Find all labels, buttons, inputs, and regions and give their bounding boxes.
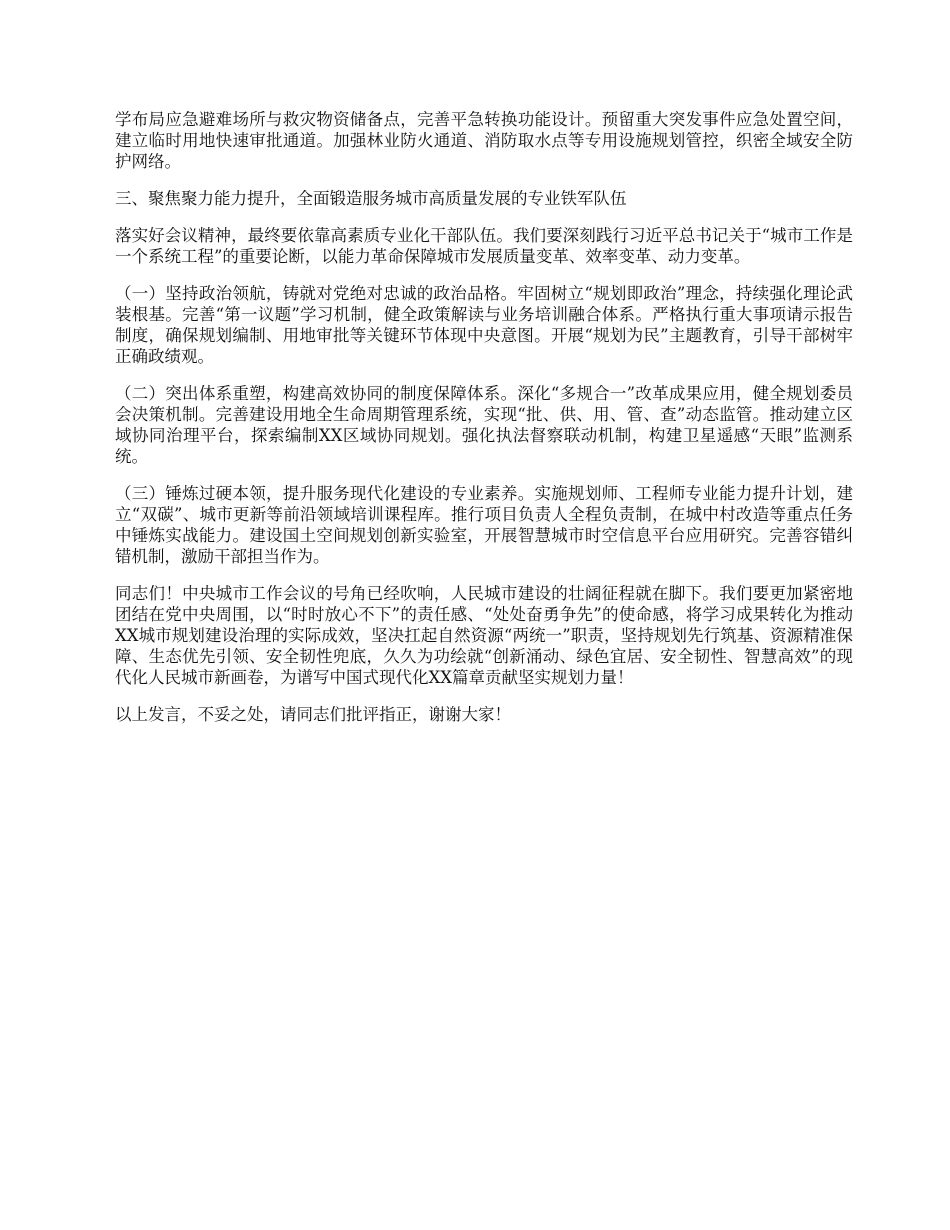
- paragraph-system-reshaping: （二）突出体系重塑，构建高效协同的制度保障体系。深化“多规合一”改革成果应用，健全规划委员会决策机制。完善建设用地全生命周期管理系统，实现“批、供、用、管、查”动态监管。推动建立区域协同治理平台，探索编制XX区域协同规划。强化执法督察联动机制，构建卫星遥感“天眼”监测系统。: [115, 384, 853, 466]
- paragraph-closing-remark: 以上发言，不妥之处，请同志们批评指正，谢谢大家！: [115, 705, 511, 724]
- document-page: [115, 109, 853, 741]
- paragraph-closing-call: 同志们！中央城市工作会议的号角已经吹响，人民城市建设的壮阔征程就在脚下。我们要更加紧密地团结在党中央周围，以“时时放心不下”的责任感、“处处奋勇争先”的使命感，将学习成果转化为推动XX城市规划建设治理的实际成效，坚决扛起自然资源“两统一”职责，坚持规划先行筑基、资源精准保障、生态优先引领、安全韧性兜底，久久为功绘就“创新涌动、绿色宜居、安全韧性、智慧高效”的现代化人民城市新画卷，为谱写中国式现代化XX篇章贡献坚实规划力量！: [115, 584, 853, 687]
- paragraph-emergency-shelters: 学布局应急避难场所与救灾物资储备点，完善平急转换功能设计。预留重大突发事件应急处置空间，建立临时用地快速审批通道。加强林业防火通道、消防取水点等专用设施规划管控，织密全域安全防护网络。: [115, 110, 853, 171]
- paragraph-professional-skills: （三）锤炼过硬本领，提升服务现代化建设的专业素养。实施规划师、工程师专业能力提升计划，建立“双碳”、城市更新等前沿领域培训课程库。推行项目负责人全程负责制，在城中村改造等重点任务中锤炼实战能力。建设国土空间规划创新实验室，开展智慧城市时空信息平台应用研究。完善容错纠错机制，激励干部担当作为。: [115, 484, 853, 566]
- section-heading-three: 三、聚焦聚力能力提升，全面锻造服务城市高质量发展的专业铁军队伍: [115, 189, 627, 208]
- paragraph-political-leadership: （一）坚持政治领航，铸就对党绝对忠诚的政治品格。牢固树立“规划即政治”理念，持续强化理论武装根基。完善“第一议题”学习机制，健全政策解读与业务培训融合体系。严格执行重大事项请示报告制度，确保规划编制、用地审批等关键环节体现中央意图。开展“规划为民”主题教育，引导干部树牢正确政绩观。: [115, 284, 853, 366]
- paragraph-meeting-spirit: 落实好会议精神，最终要依靠高素质专业化干部队伍。我们要深刻践行习近平总书记关于“城市工作是一个系统工程”的重要论断，以能力革命保障城市发展质量变革、效率变革、动力变革。: [115, 226, 853, 266]
